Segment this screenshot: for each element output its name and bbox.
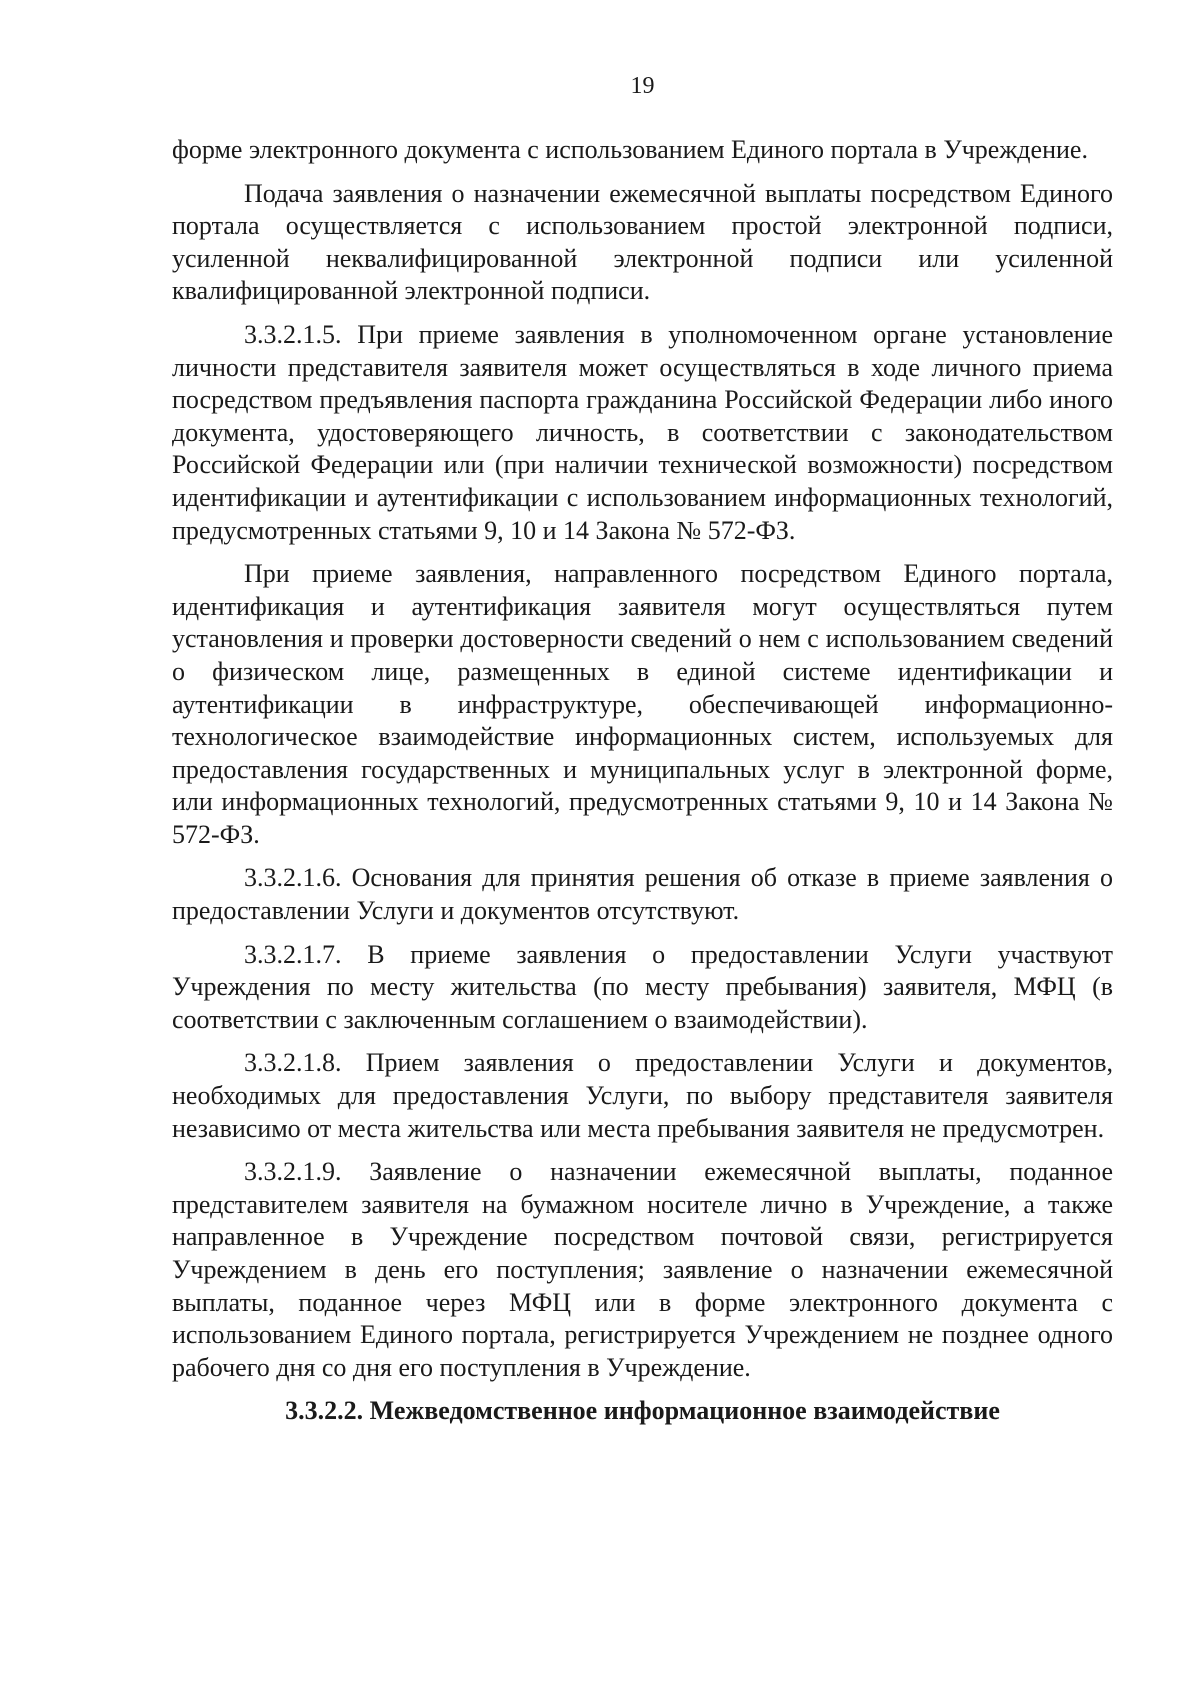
paragraph-signature-types: Подача заявления о назначении ежемесячной выплаты посредством Единого портала осуществляется с использованием простой электронной подписи, усиленной неквалифицированной электронной подписи или усиленной квалифицированной электронной подписи. [172,178,1113,306]
paragraph-continuation: форме электронного документа с использованием Единого портала в Учреждение. [172,135,1088,164]
section-heading-3-3-2-2: 3.3.2.2. Межведомственное информационное взаимодействие [285,1396,1000,1426]
paragraph-3-3-2-1-8: 3.3.2.1.8. Прием заявления о предоставлении Услуги и документов, необходимых для предоставления Услуги, по выбору представителя заявителя независимо от места жительства или места пребывания заявителя не предусмотрен. [172,1048,1113,1143]
paragraph-3-3-2-1-6: 3.3.2.1.6. Основания для принятия решения об отказе в приеме заявления о предоставлении Услуги и документов отсутствуют. [172,863,1113,926]
paragraph-3-3-2-1-5: 3.3.2.1.5. При приеме заявления в уполномоченном органе установление личности представителя заявителя может осуществляться в ходе личного приема посредством предъявления паспорта гражданина Российской Федерации либо иного документа, удостоверяющего личность, в соответствии с законодательством Российской Федерации или (при наличии технической возможности) посредством идентификации и аутентификации с использованием информационных технологий, предусмотренных статьями 9, 10 и 14 Закона № 572-ФЗ. [172,319,1113,545]
paragraph-portal-identification: При приеме заявления, направленного посредством Единого портала, идентификация и аутентификация заявителя могут осуществляться путем установления и проверки достоверности сведений о нем с использованием сведений о физическом лице, размещенных в единой системе идентификации и аутентификации в инфраструктуре, обеспечивающей информационно-технологическое взаимодействие информационных систем, используемых для предоставления государственных и муниципальных услуг в электронной форме, или информационных технологий, предусмотренных статьями 9, 10 и 14 Закона № 572-ФЗ. [172,559,1113,849]
paragraph-3-3-2-1-9: 3.3.2.1.9. Заявление о назначении ежемесячной выплаты, поданное представителем заявителя на бумажном носителе лично в Учреждение, а также направленное в Учреждение посредством почтовой связи, регистрируется Учреждением в день его поступления; заявление о назначении ежемесячной выплаты, поданное через МФЦ или в форме электронного документа с использованием Единого портала, регистрируется Учреждением не позднее одного рабочего дня со дня его поступления в Учреждение. [172,1157,1113,1382]
paragraph-3-3-2-1-7: 3.3.2.1.7. В приеме заявления о предоставлении Услуги участвуют Учреждения по месту жительства (по месту пребывания) заявителя, МФЦ (в соответствии с заключенным соглашением о взаимодействии). [172,939,1113,1034]
document-body [172,134,1113,1427]
page-number: 19 [630,73,655,99]
